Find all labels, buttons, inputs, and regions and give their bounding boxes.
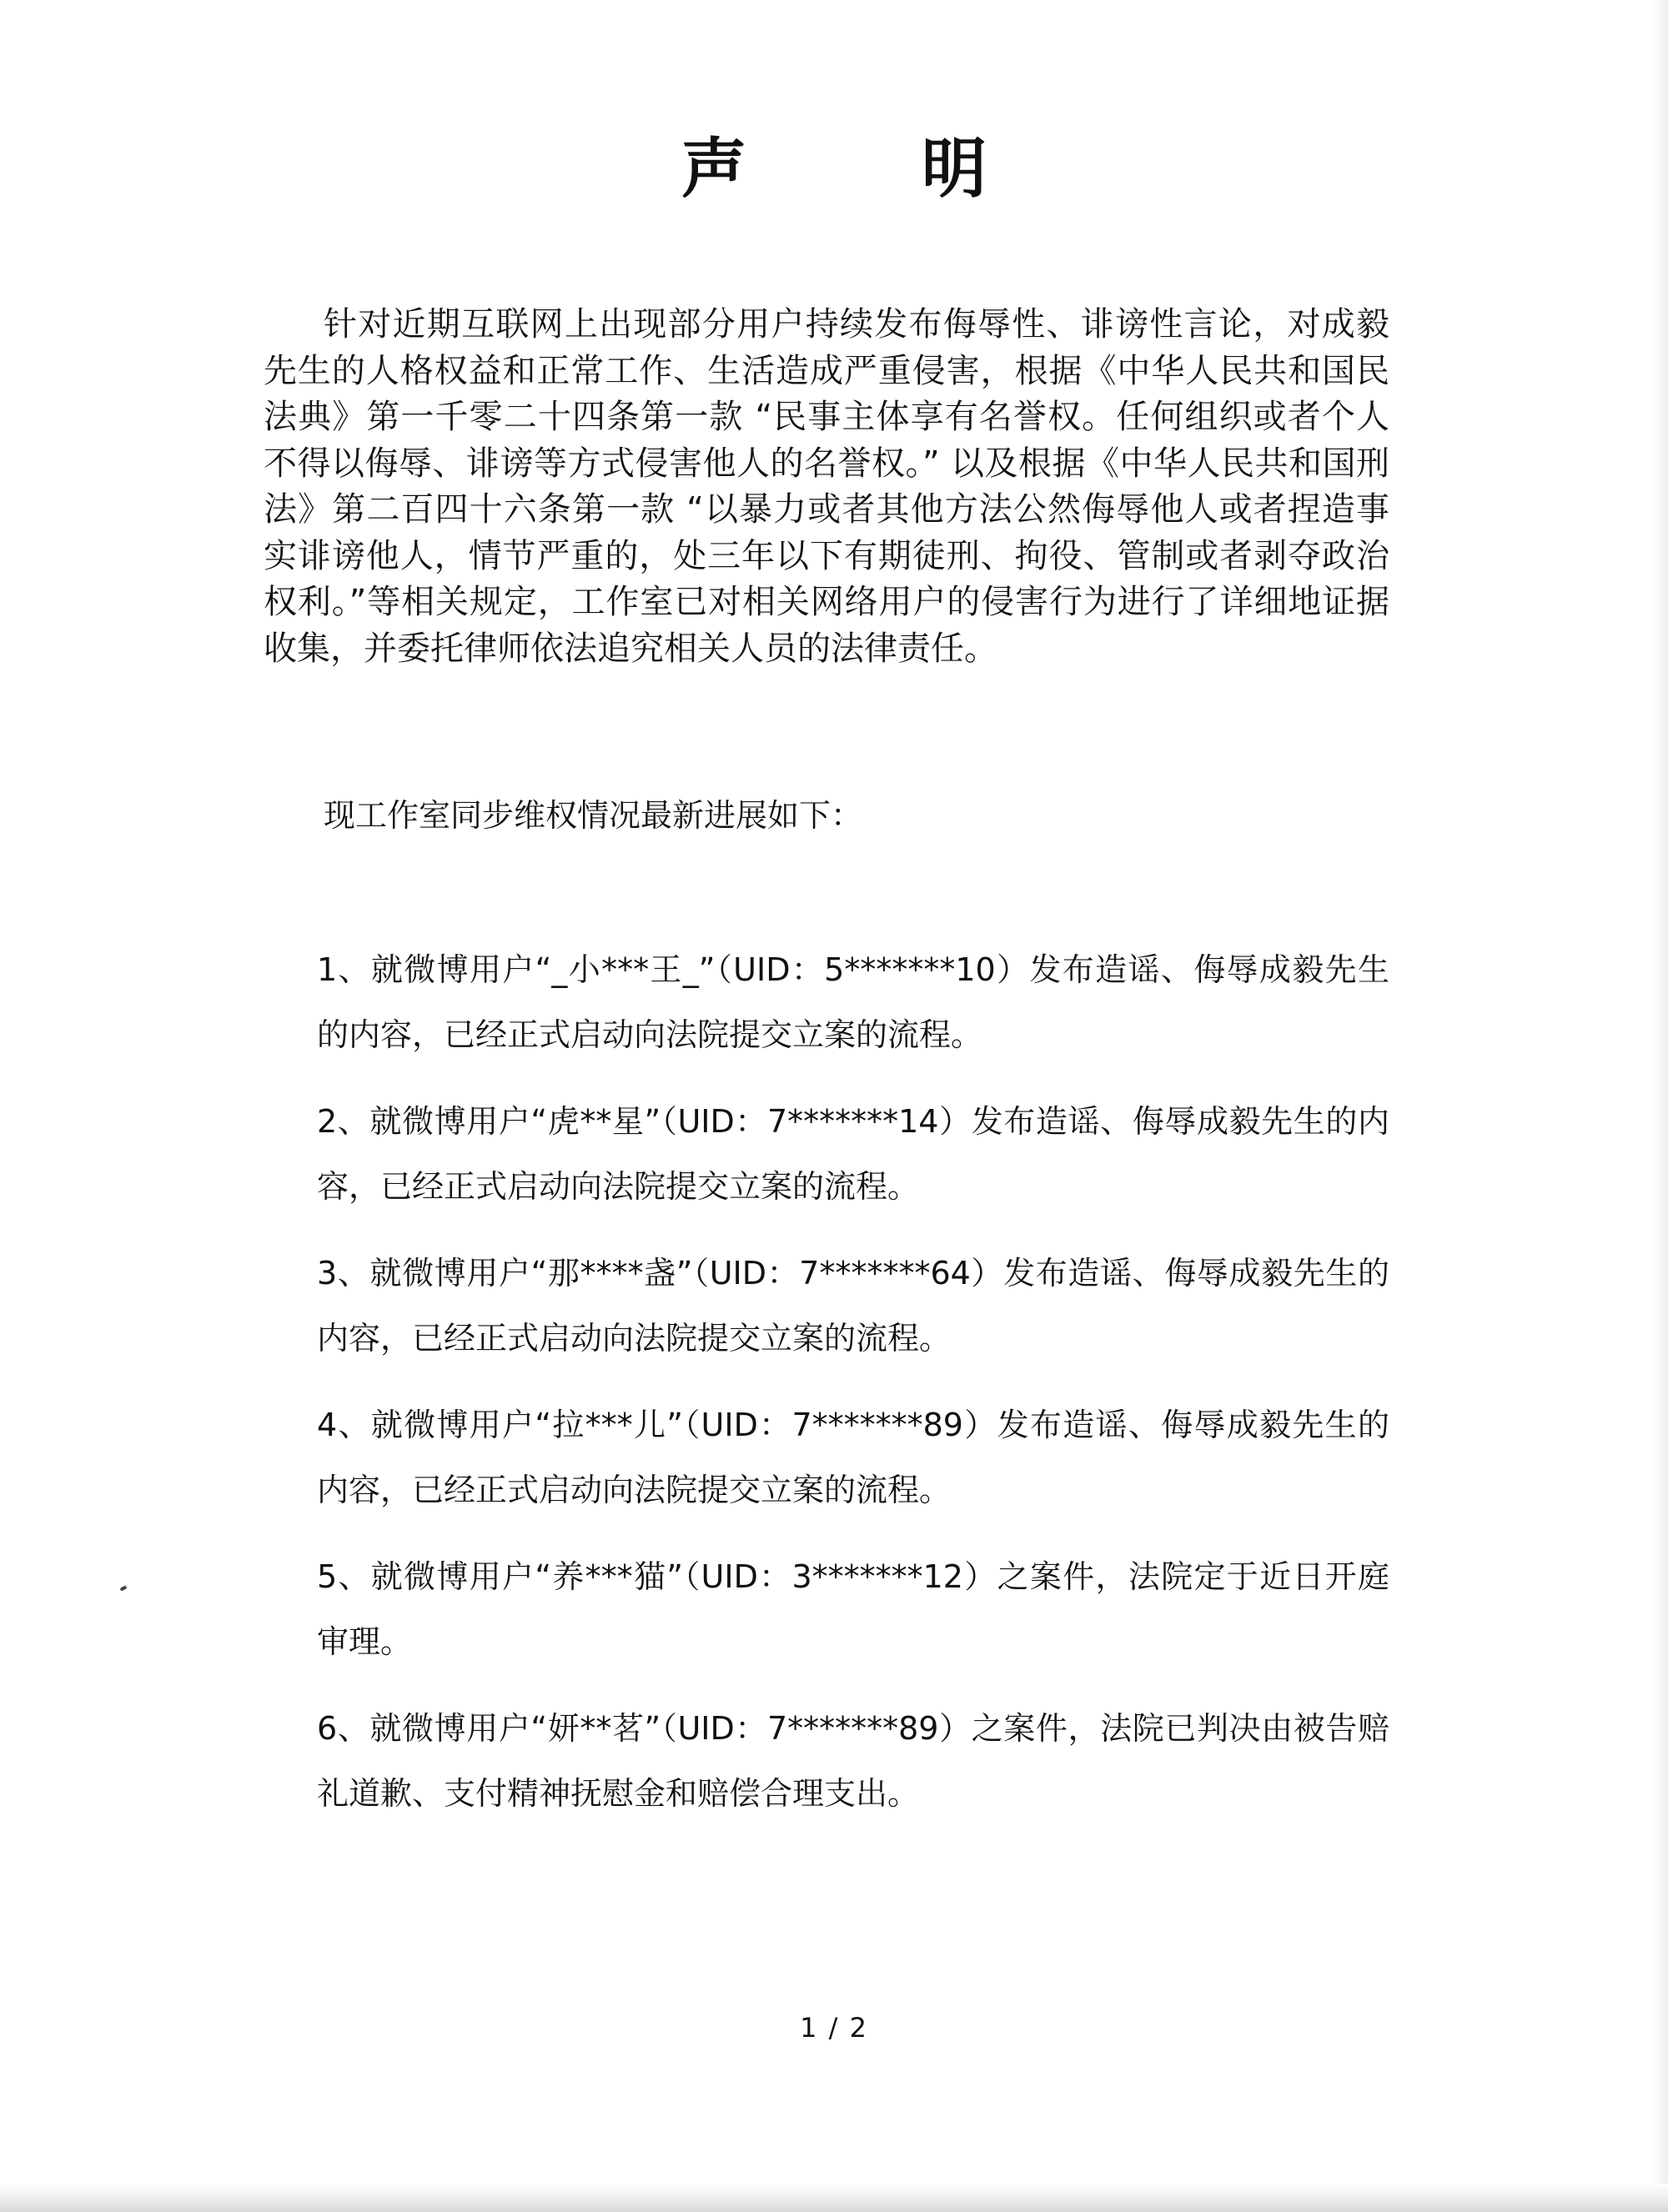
page-number: 1 / 2	[800, 2012, 868, 2044]
progress-item-1: 1、就微博用户“_小***王_”（UID：5*******10）发布造谣、侮辱成毅先生的内容，已经正式启动向法院提交立案的流程。	[317, 951, 1389, 1053]
progress-item-5: 5、就微博用户“养***猫”（UID：3*******12）之案件，法院定于近日开庭审理。	[317, 1558, 1389, 1660]
page-bottom-edge-shadow	[0, 2184, 1668, 2212]
document-title: 声 明	[681, 131, 1042, 207]
progress-item-3: 3、就微博用户“那****盏”（UID：7*******64）发布造谣、侮辱成毅先生的内容，已经正式启动向法院提交立案的流程。	[317, 1255, 1389, 1357]
progress-item-4: 4、就微博用户“拉***儿”（UID：7*******89）发布造谣、侮辱成毅先生的内容，已经正式启动向法院提交立案的流程。	[317, 1407, 1389, 1508]
progress-heading: 现工作室同步维权情况最新进展如下：	[324, 797, 863, 834]
progress-item-2: 2、就微博用户“虎**星”（UID：7*******14）发布造谣、侮辱成毅先生的内容，已经正式启动向法院提交立案的流程。	[317, 1103, 1389, 1205]
intro-paragraph: 针对近期互联网上出现部分用户持续发布侮辱性、诽谤性言论，对成毅先生的人格权益和正常工作、生活造成严重侵害，根据《中华人民共和国民法典》第一千零二十四条第一款 “民事主体享有名誉权。任何组织或者个人不得以侮辱、诽谤等方式侵害他人的名誉权。” 以及根据《中华人民共和国刑法》第二百四十六条第一款 “以暴力或者其他方法公然侮辱他人或者捏造事实诽谤他人，情节严重的，处三年以下有期徒刑、拘役、管制或者剥夺政治权利。”等相关规定，工作室已对相关网络用户的侵害行为进行了详细地证据收集，并委托律师依法追究相关人员的法律责任。	[264, 305, 1389, 668]
page-right-edge-shadow	[1651, 0, 1668, 2212]
scan-mark	[120, 1585, 128, 1591]
progress-item-6: 6、就微博用户“妍**茗”（UID：7*******89）之案件，法院已判决由被告赔礼道歉、支付精神抚慰金和赔偿合理支出。	[317, 1710, 1389, 1812]
